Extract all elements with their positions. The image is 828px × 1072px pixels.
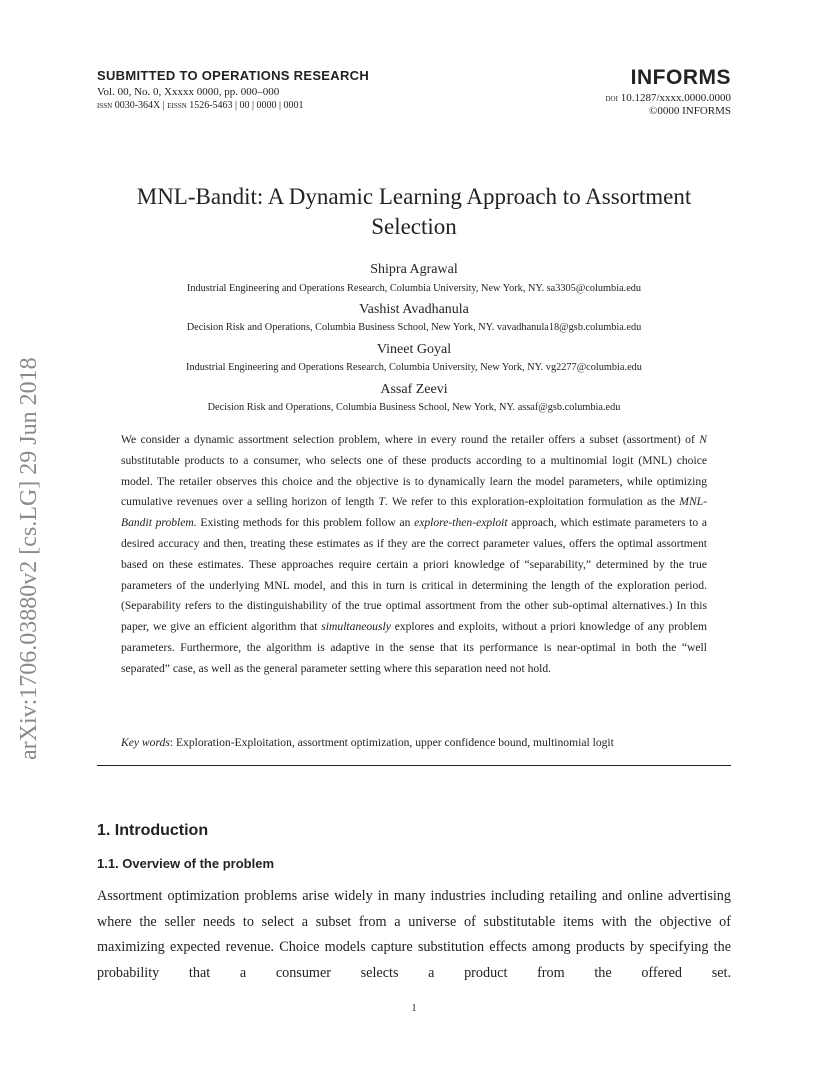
math-var: T bbox=[378, 495, 385, 509]
emphasis: explore-then-exploit bbox=[414, 516, 508, 530]
eissn-label: eissn bbox=[167, 100, 187, 111]
emphasis: MNL-Bandit problem. bbox=[121, 495, 707, 530]
doi-info bbox=[605, 92, 731, 104]
volume-info: Vol. 00, No. 0, Xxxxx 0000, pp. 000–000 bbox=[97, 86, 280, 98]
author-affiliation: Decision Risk and Operations, Columbia Business School, New York, NY. vavadhanula18@gsb.columbia.edu bbox=[186, 322, 642, 333]
issn-label: issn bbox=[97, 100, 113, 111]
emphasis: simultaneously bbox=[321, 620, 391, 634]
arxiv-stamp: arXiv:1706.03880v2 [cs.LG] 29 Jun 2018 bbox=[16, 357, 42, 760]
issn-value: 0030-364X bbox=[114, 100, 161, 111]
divider bbox=[97, 765, 731, 766]
doi-value: 10.1287/xxxx.0000.0000 bbox=[620, 92, 731, 104]
math-var: N bbox=[699, 433, 707, 446]
author-affiliation: Industrial Engineering and Operations Research, Columbia University, New York, NY. sa3305@columbia.edu bbox=[186, 283, 642, 294]
eissn-value: 1526-5463 | 00 | 0000 | 0001 bbox=[189, 100, 304, 111]
author-name: Shipra Agrawal bbox=[370, 262, 458, 277]
issn-info: issn 0030-364X | eissn 1526-5463 | 00 | 0000 | 0001 bbox=[97, 100, 304, 111]
author-affiliation: Decision Risk and Operations, Columbia Business School, New York, NY. assaf@gsb.columbia.edu bbox=[207, 402, 621, 413]
keywords-text: : Exploration-Exploitation, assortment optimization, upper confidence bound, multinomial logit bbox=[169, 736, 614, 749]
author-name: Vashist Avadhanula bbox=[359, 302, 469, 317]
journal-name: SUBMITTED TO OPERATIONS RESEARCH bbox=[97, 68, 370, 83]
doi-label: doi bbox=[605, 93, 618, 104]
author-affiliation: Industrial Engineering and Operations Research, Columbia University, New York, NY. vg2277@columbia.edu bbox=[186, 362, 642, 373]
paper-title: MNL-Bandit: A Dynamic Learning Approach to Assortment Selection bbox=[136, 184, 692, 239]
abstract: We consider a dynamic assortment selection problem, where in every round the retailer offers a subset (assortment) of N substitutable products to a consumer, who selects one of these products according to a multinomial logit (MNL) choice model. The retailer observes this choice and the objective is to dynamically learn the model parameters, while optimizing cumulative revenues over a selling horizon of length T. We refer to this exploration-exploitation formulation as the MNL-Bandit problem. Existing methods for this problem follow an explore-then-exploit approach, which estimate parameters to a desired accuracy and then, treating these estimates as if they are the correct parameter values, offers the optimal assortment based on these estimates. These approaches require certain a priori knowledge of “separability,” determined by the true parameters of the underlying MNL model, and this in turn is critical in determining the length of the exploration period. (Separability refers to the distinguishability of the true optimal assortment from the other sub-optimal alternatives.) In this paper, we give an efficient algorithm that simultaneously explores and exploits, without a priori knowledge of any problem parameters. Furthermore, the algorithm is adaptive in the sense that its performance is near-optimal in both the “well separated” case, as well as the general parameter setting where this separation need not hold. bbox=[121, 433, 708, 675]
page-number: 1 bbox=[411, 1003, 417, 1014]
body-paragraph: Assortment optimization problems arise widely in many industries including retailing and online advertising where the seller needs to select a subset from a universe of substitutable items with the objective of maximizing expected revenue. Choice models capture substitution effects among products by specifying the probability that a consumer selects a product from the offered set. bbox=[97, 888, 731, 981]
subsection-heading: 1.1. Overview of the problem bbox=[97, 856, 274, 871]
author-name: Assaf Zeevi bbox=[380, 382, 448, 397]
copyright: ©0000 INFORMS bbox=[648, 105, 731, 117]
keywords bbox=[121, 736, 721, 749]
author-name: Vineet Goyal bbox=[376, 342, 452, 357]
informs-logo: INFORMS bbox=[630, 66, 731, 89]
section-heading: 1. Introduction bbox=[97, 822, 209, 839]
keywords-label: Key words bbox=[121, 736, 170, 749]
